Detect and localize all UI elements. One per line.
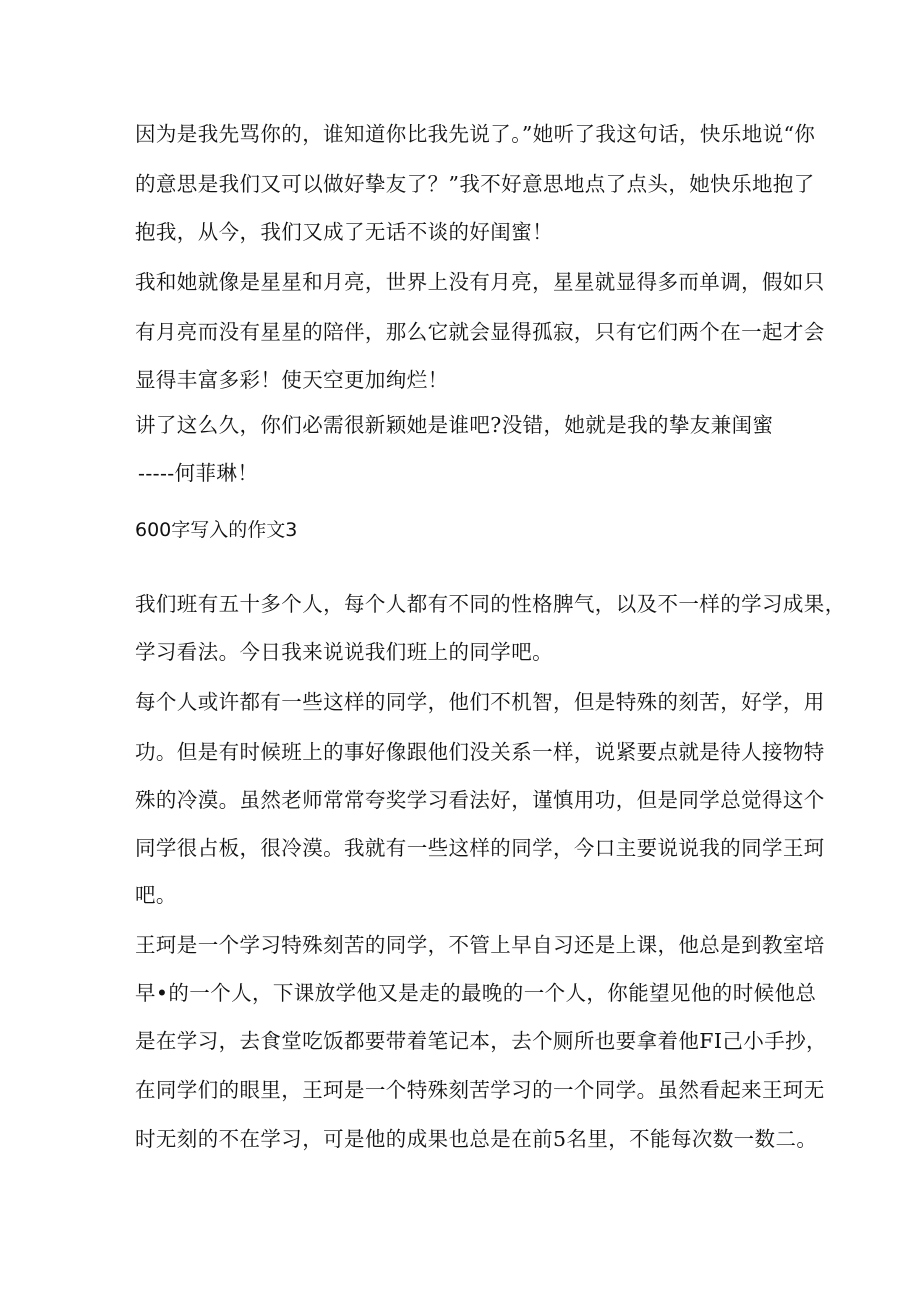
paragraph-6-line-2: 早•的一个人，下课放学他又是走的最晚的一个人，你能望见他的时候他总 [135, 981, 817, 1005]
paragraph-3-line-1: 讲了这么久，你们必需很新颖她是谁吧?没错，她就是我的挚友兼闺蜜 [135, 413, 774, 437]
paragraph-6-line-1: 王珂是一个学习特殊刻苦的同学，不管上早自习还是上课，他总是到教室培 [135, 933, 825, 957]
paragraph-1-line-1: 因为是我先骂你的，谁知道你比我先说了。”她听了我这句话，快乐地说“你 [135, 122, 816, 146]
paragraph-2-line-3: 显得丰富多彩！使天空更加绚烂！ [135, 368, 449, 392]
paragraph-1-line-3: 抱我，从今，我们又成了无话不谈的好闺蜜！ [135, 220, 553, 244]
paragraph-2-line-1: 我和她就像是星星和月亮，世界上没有月亮，星星就显得多而单调，假如只 [135, 270, 825, 294]
section-heading: 600字写入的作文3 [135, 519, 298, 541]
paragraph-6-line-5: 时无刻的不在学习，可是他的成果也总是在前5名里，不能每次数一数二。 [135, 1127, 818, 1151]
paragraph-5-line-1: 每个人或许都有一些这样的同学，他们不机智，但是特殊的刻苦，好学，用 [135, 690, 825, 714]
paragraph-5-line-2: 功。但是有时候班上的事好像跟他们没关系一样，说紧要点就是待人接物特 [135, 740, 825, 764]
paragraph-2-line-2: 有月亮而没有星星的陪伴，那么它就会显得孤寂，只有它们两个在一起才会 [135, 320, 825, 344]
paragraph-6-line-3: 是在学习，去食堂吃饭都要带着笔记本，去个厕所也要拿着他FI己小手抄， [135, 1029, 827, 1053]
paragraph-4-line-1: 我们班有五十多个人，每个人都有不同的性格脾气，以及不一样的学习成果， [135, 592, 846, 616]
paragraph-5-line-5: 吧。 [135, 883, 177, 907]
paragraph-4-line-2: 学习看法。今日我来说说我们班上的同学吧。 [135, 640, 553, 664]
paragraph-3-line-2: -----何菲琳！ [138, 461, 259, 485]
paragraph-5-line-4: 同学很占板，很冷漠。我就有一些这样的同学，今口主要说说我的同学王珂 [135, 836, 825, 860]
paragraph-1-line-2: 的意思是我们又可以做好挚友了？”我不好意思地点了点头，她快乐地抱了 [135, 172, 815, 196]
paragraph-5-line-3: 殊的冷漠。虽然老师常常夸奖学习看法好，谨慎用功，但是同学总觉得这个 [135, 788, 825, 812]
paragraph-6-line-4: 在同学们的眼里，王珂是一个特殊刻苦学习的一个同学。虽然看起来王珂无 [135, 1078, 825, 1102]
